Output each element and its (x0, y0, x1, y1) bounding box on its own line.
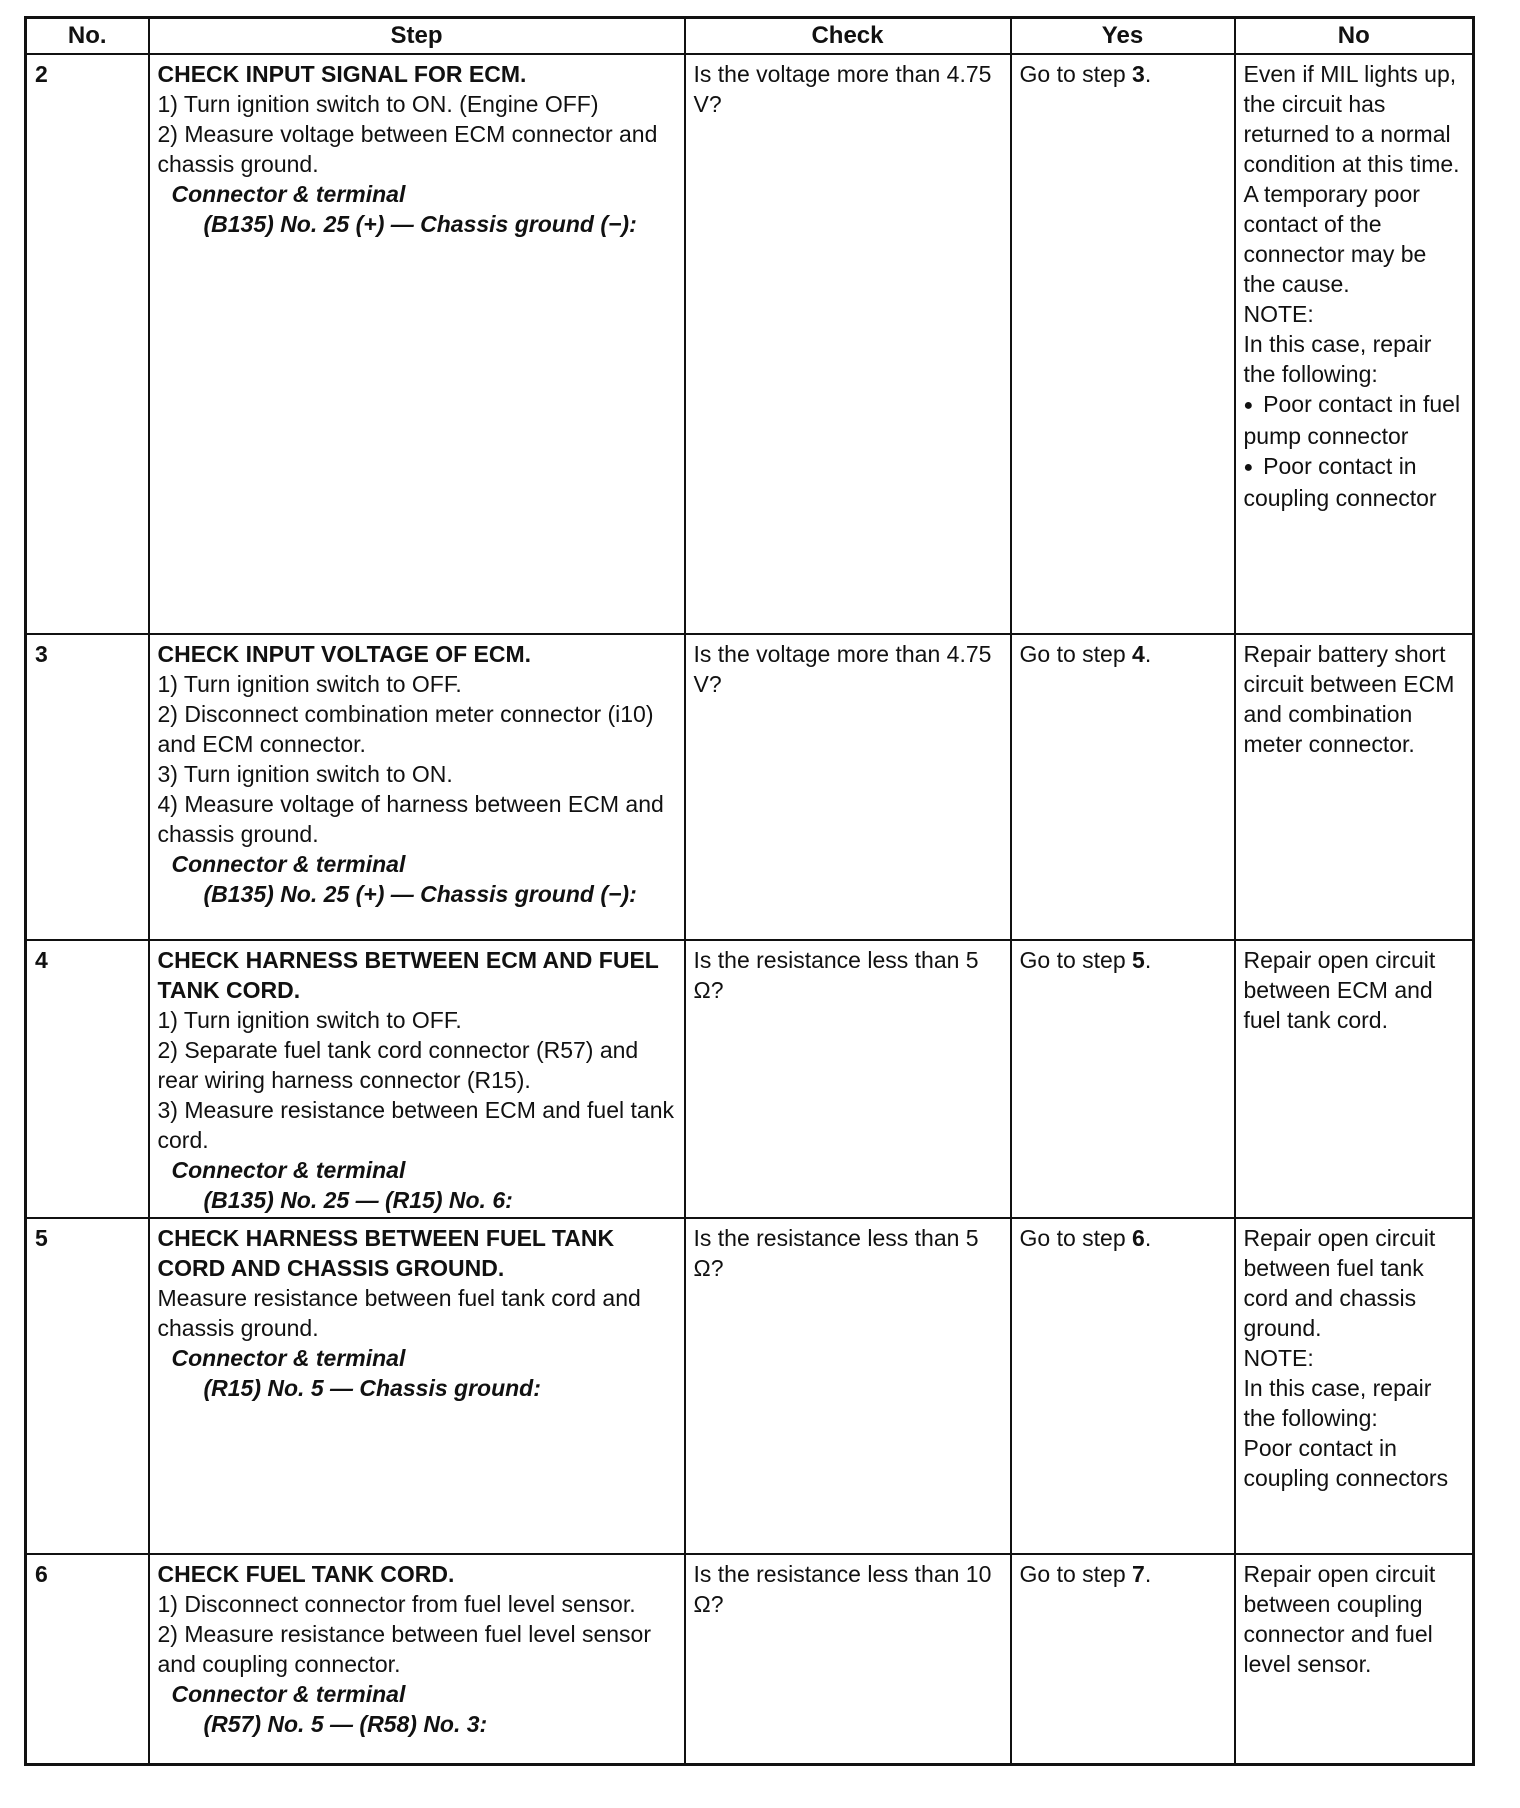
step-line: 2) Measure voltage between ECM connector and chassis ground. (157, 121, 658, 177)
no-text: Repair battery short circuit between ECM and combination meter connector. (1243, 641, 1455, 757)
step-line: 2) Disconnect combination meter connector (i10) and ECM connector. (157, 701, 654, 757)
step-title: CHECK HARNESS BETWEEN FUEL TANK CORD AND CHASSIS GROUND. (157, 1225, 615, 1281)
connector-terminal: (B135) No. 25 — (R15) No. 6: (203, 1187, 513, 1213)
yes-cell (1011, 634, 1235, 940)
yes-step-number: 6 (1132, 1225, 1145, 1251)
yes-step-number: 5 (1132, 947, 1145, 973)
step-title: CHECK FUEL TANK CORD. (157, 1561, 455, 1587)
step-title: CHECK HARNESS BETWEEN ECM AND FUEL TANK CORD. (157, 947, 659, 1003)
yes-step-number: 7 (1132, 1561, 1145, 1587)
table-row (26, 1218, 1474, 1554)
connector-terminal: (R57) No. 5 — (R58) No. 3: (203, 1711, 488, 1737)
step-line: 1) Turn ignition switch to OFF. (157, 1007, 462, 1033)
connector-terminal: (B135) No. 25 (+) — Chassis ground (−): (203, 211, 637, 237)
step-number: 4 (26, 940, 149, 1218)
no-note-text: In this case, repair the following: (1243, 1375, 1432, 1431)
step-line: 1) Turn ignition switch to OFF. (157, 671, 462, 697)
header-no-result: No (1235, 18, 1474, 55)
no-note-label: NOTE: (1243, 301, 1314, 327)
yes-cell (1011, 1554, 1235, 1764)
header-step: Step (149, 18, 685, 55)
no-cell (1235, 54, 1474, 634)
step-cell (149, 54, 685, 634)
step-line: 3) Measure resistance between ECM and fuel tank cord. (157, 1097, 674, 1153)
step-cell (149, 1218, 685, 1554)
yes-cell (1011, 940, 1235, 1218)
connector-label: Connector & terminal (171, 1157, 406, 1183)
yes-suffix: . (1144, 1225, 1152, 1251)
bullet-icon: ● (1243, 397, 1254, 414)
header-check: Check (685, 18, 1011, 55)
diagnostic-table (24, 16, 1475, 1766)
no-bullet-text: Poor contact in fuel pump connector (1243, 391, 1461, 449)
table-row (26, 1554, 1474, 1764)
table-row (26, 634, 1474, 940)
yes-suffix: . (1144, 641, 1152, 667)
step-line: 1) Turn ignition switch to ON. (Engine OFF) (157, 91, 599, 117)
header-yes: Yes (1011, 18, 1235, 55)
no-note-label: NOTE: (1243, 1345, 1314, 1371)
no-bullet-item (1244, 389, 1465, 451)
connector-label: Connector & terminal (171, 851, 406, 877)
no-cell (1235, 634, 1474, 940)
step-line: 3) Turn ignition switch to ON. (157, 761, 453, 787)
no-bullet-text: Poor contact in coupling connector (1243, 453, 1437, 511)
check-cell: Is the voltage more than 4.75 V? (685, 54, 1011, 634)
header-no: No. (26, 18, 149, 55)
yes-cell (1011, 1218, 1235, 1554)
connector-terminal: (B135) No. 25 (+) — Chassis ground (−): (203, 881, 637, 907)
no-text: Even if MIL lights up, the circuit has returned to a normal condition at this time. A temporary poor contact of the connector may be the cause. (1243, 61, 1460, 297)
no-cell (1235, 940, 1474, 1218)
bullet-icon: ● (1243, 459, 1254, 476)
step-cell (149, 1554, 685, 1764)
yes-step-number: 3 (1132, 61, 1145, 87)
yes-prefix: Go to step (1019, 1561, 1133, 1587)
yes-suffix: . (1144, 947, 1152, 973)
step-line: 4) Measure voltage of harness between ECM and chassis ground. (157, 791, 664, 847)
table-row (26, 54, 1474, 634)
connector-label: Connector & terminal (171, 1681, 406, 1707)
check-cell: Is the resistance less than 5 Ω? (685, 1218, 1011, 1554)
no-bullet-item (1244, 451, 1465, 513)
check-cell: Is the resistance less than 5 Ω? (685, 940, 1011, 1218)
connector-label: Connector & terminal (171, 181, 406, 207)
table-row (26, 940, 1474, 1218)
no-text: Repair open circuit between ECM and fuel tank cord. (1243, 947, 1436, 1033)
step-cell (149, 940, 685, 1218)
step-line: 1) Disconnect connector from fuel level sensor. (157, 1591, 636, 1617)
no-text: Repair open circuit between coupling connector and fuel level sensor. (1243, 1561, 1436, 1677)
yes-prefix: Go to step (1019, 947, 1133, 973)
connector-terminal: (R15) No. 5 — Chassis ground: (203, 1375, 541, 1401)
yes-suffix: . (1144, 1561, 1152, 1587)
step-cell (149, 634, 685, 940)
step-line: 2) Separate fuel tank cord connector (R57) and rear wiring harness connector (R15). (157, 1037, 639, 1093)
connector-label: Connector & terminal (171, 1345, 406, 1371)
no-cell (1235, 1218, 1474, 1554)
step-line: Measure resistance between fuel tank cord and chassis ground. (157, 1285, 641, 1341)
yes-step-number: 4 (1132, 641, 1145, 667)
step-line: 2) Measure resistance between fuel level sensor and coupling connector. (157, 1621, 651, 1677)
check-cell: Is the voltage more than 4.75 V? (685, 634, 1011, 940)
step-title: CHECK INPUT VOLTAGE OF ECM. (157, 641, 532, 667)
yes-suffix: . (1144, 61, 1152, 87)
check-cell: Is the resistance less than 10 Ω? (685, 1554, 1011, 1764)
step-number: 5 (26, 1218, 149, 1554)
no-text: Repair open circuit between fuel tank cord and chassis ground. (1243, 1225, 1436, 1341)
no-note-text: In this case, repair the following: (1243, 331, 1432, 387)
step-number: 6 (26, 1554, 149, 1764)
no-cell (1235, 1554, 1474, 1764)
yes-prefix: Go to step (1019, 641, 1133, 667)
no-after-text: Poor contact in coupling connectors (1243, 1435, 1449, 1491)
step-number: 3 (26, 634, 149, 940)
step-title: CHECK INPUT SIGNAL FOR ECM. (157, 61, 527, 87)
yes-prefix: Go to step (1019, 1225, 1133, 1251)
step-number: 2 (26, 54, 149, 634)
yes-prefix: Go to step (1019, 61, 1133, 87)
table-header-row (26, 18, 1474, 55)
yes-cell (1011, 54, 1235, 634)
